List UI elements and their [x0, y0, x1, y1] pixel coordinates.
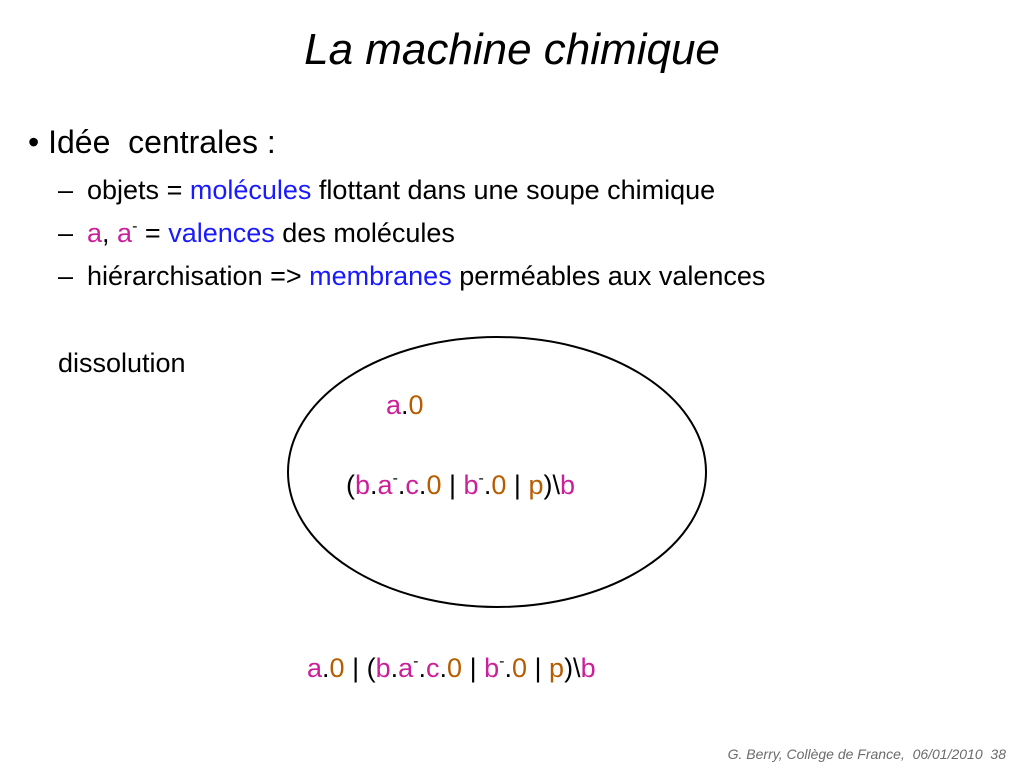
dash-marker: –	[58, 218, 74, 248]
term-dot: .	[401, 390, 409, 420]
term-nil: 0	[329, 653, 345, 683]
equals-sign: =	[166, 175, 183, 205]
term-bar: |	[527, 653, 550, 683]
term-name: b	[375, 653, 391, 683]
term-nil: 0	[408, 390, 424, 420]
footer-author: G. Berry, Collège de France,	[727, 746, 905, 762]
coname-mark: -	[392, 470, 398, 487]
sub-bullet-valences	[58, 216, 455, 250]
coname-mark: -	[413, 653, 419, 670]
term-restriction: )\	[564, 653, 581, 683]
footer-date: 06/01/2010	[912, 746, 983, 762]
term-name: b	[559, 470, 575, 500]
term-name: b	[580, 653, 596, 683]
term-nil: 0	[447, 653, 463, 683]
term-process: p	[528, 470, 544, 500]
name-a-bar: a	[117, 218, 133, 248]
term-dot: .	[370, 470, 378, 500]
sub-bullet-objects	[58, 173, 715, 207]
term-dot: .	[483, 470, 492, 500]
term-dot: .	[439, 653, 448, 683]
keyword-molecules: molécules	[189, 175, 312, 205]
main-bullet	[28, 122, 276, 162]
term-nil: 0	[491, 470, 507, 500]
slide-title: La machine chimique	[304, 25, 720, 74]
name-a: a	[87, 218, 103, 248]
term-dot: .	[397, 470, 406, 500]
dash-marker: –	[58, 261, 74, 291]
keyword-membranes: membranes	[309, 261, 452, 291]
formula-bottom	[307, 651, 596, 685]
text-hierarchisation: hiérarchisation =>	[87, 261, 310, 291]
text-des-molecules: des molécules	[274, 218, 455, 248]
dash-marker: –	[58, 175, 74, 205]
formula-top	[386, 388, 424, 422]
term-bar: |	[441, 470, 464, 500]
formula-inside-membrane	[346, 468, 575, 502]
bullet-marker: •	[28, 124, 40, 160]
term-name: a	[386, 390, 402, 420]
term-bar-paren: | (	[344, 653, 376, 683]
text-soupe: flottant dans une soupe chimique	[311, 175, 716, 205]
term-dot: .	[418, 470, 427, 500]
coname-mark: -	[132, 218, 138, 235]
comma: ,	[102, 218, 118, 248]
dissolution-label: dissolution	[58, 348, 186, 378]
paren-open: (	[346, 470, 355, 500]
term-dot: .	[504, 653, 512, 683]
text-permeables: perméables aux valences	[451, 261, 766, 291]
slide-footer	[728, 746, 1006, 762]
term-name: c	[405, 470, 419, 500]
coname-mark: -	[478, 470, 484, 487]
text-objets: objets	[87, 175, 167, 205]
term-name: c	[426, 653, 440, 683]
term-bar: |	[506, 470, 529, 500]
equals-sign: =	[144, 218, 161, 248]
term-name: b	[355, 470, 371, 500]
term-nil: 0	[426, 470, 442, 500]
term-restriction: )\	[543, 470, 560, 500]
footer-page-number: 38	[990, 746, 1006, 762]
term-name: b	[484, 653, 500, 683]
main-bullet-text: Idée centrales :	[48, 124, 276, 160]
term-bar: |	[462, 653, 485, 683]
term-name: a	[307, 653, 323, 683]
coname-mark: -	[499, 653, 505, 670]
sub-bullet-membranes	[58, 259, 765, 293]
term-dot: .	[390, 653, 399, 683]
space	[182, 175, 190, 205]
term-name: a	[398, 653, 414, 683]
space	[137, 218, 145, 248]
keyword-valences: valences	[168, 218, 275, 248]
term-nil: 0	[511, 653, 527, 683]
term-name: b	[463, 470, 479, 500]
term-process: p	[549, 653, 565, 683]
term-dot: .	[322, 653, 330, 683]
term-dot: .	[418, 653, 427, 683]
term-name: a	[377, 470, 393, 500]
